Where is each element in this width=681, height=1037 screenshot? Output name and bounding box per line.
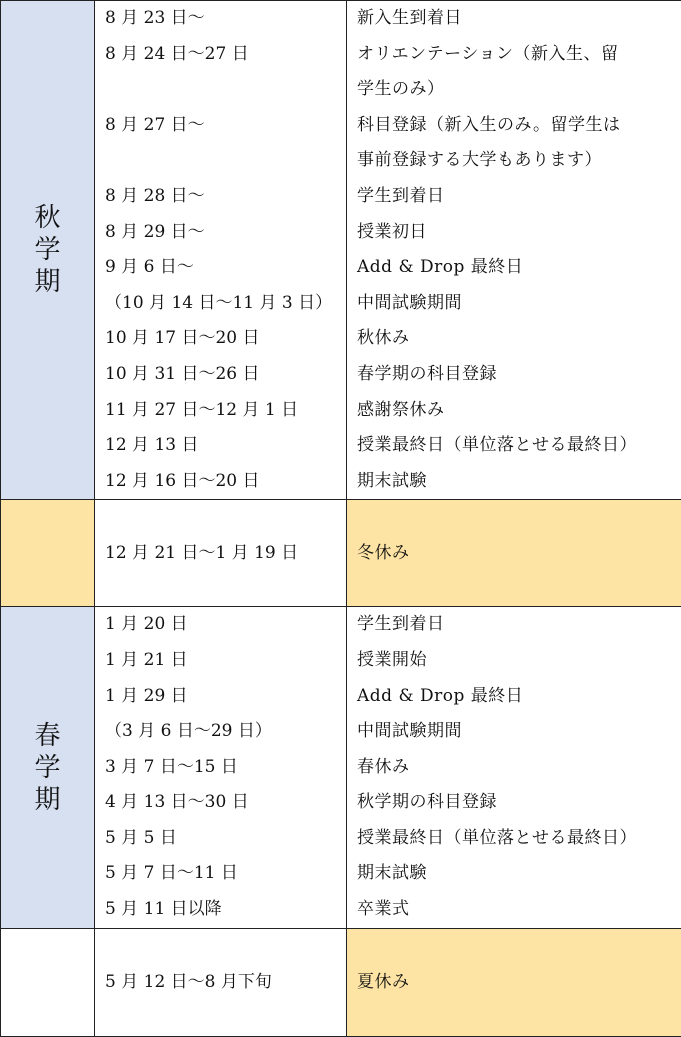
spring-event: 中間試験期間 [347,714,681,750]
spring-date: 1 月 20 日 [95,607,346,643]
spring-semester-label-cell [1,607,95,929]
summer-event: 夏休み [347,929,681,1035]
spring-date: （3 月 6 日～29 日） [95,714,346,750]
fall-events-cell [347,1,681,500]
spring-semester-label [34,720,60,816]
spring-event: 授業開始 [347,643,681,679]
spring-label-char: 期 [34,784,60,816]
spring-event: 卒業式 [347,892,681,928]
winter-date: 12 月 21 日～1 月 19 日 [95,500,346,606]
fall-event: 感謝祭休み [347,393,681,429]
summer-break-row [1,929,681,1037]
spring-event: 授業最終日（単位落とせる最終日） [347,821,681,857]
fall-event: 事前登録する大学もあります） [347,143,681,179]
fall-date: 8 月 23 日～ [95,1,346,37]
fall-dates-cell [95,1,347,500]
summer-date: 5 月 12 日～8 月下旬 [95,929,346,1035]
fall-date: 8 月 27 日～ [95,108,346,144]
fall-event: 学生のみ） [347,72,681,108]
fall-date: 8 月 29 日～ [95,215,346,251]
fall-event: 中間試験期間 [347,286,681,322]
fall-event: 授業最終日（単位落とせる最終日） [347,428,681,464]
fall-semester-label-cell [1,1,95,500]
spring-date: 5 月 7 日～11 日 [95,856,346,892]
fall-label-char: 秋 [34,202,60,234]
fall-event: 春学期の科目登録 [347,357,681,393]
winter-date-cell [95,500,347,607]
fall-date: 12 月 16 日～20 日 [95,464,346,500]
fall-event: 新入生到着日 [347,1,681,37]
spring-date: 5 月 5 日 [95,821,346,857]
fall-date: 9 月 6 日～ [95,250,346,286]
spring-event: 期末試験 [347,856,681,892]
winter-break-row [1,500,681,607]
spring-label-char: 学 [34,752,60,784]
fall-semester-row [1,1,681,500]
spring-date: 3 月 7 日～15 日 [95,750,346,786]
fall-date: 8 月 24 日～27 日 [95,37,346,73]
fall-event: 学生到着日 [347,179,681,215]
fall-event: 期末試験 [347,464,681,500]
summer-label-cell [1,929,95,1037]
spring-event: Add & Drop 最終日 [347,679,681,715]
winter-event: 冬休み [347,500,681,606]
spring-dates-cell [95,607,347,929]
fall-date [95,143,346,179]
spring-event: 学生到着日 [347,607,681,643]
spring-label-char: 春 [34,720,60,752]
spring-date: 1 月 29 日 [95,679,346,715]
fall-event: Add & Drop 最終日 [347,250,681,286]
fall-label-char: 学 [34,234,60,266]
fall-event: オリエンテーション（新入生、留 [347,37,681,73]
fall-event: 秋休み [347,321,681,357]
spring-date: 1 月 21 日 [95,643,346,679]
spring-date: 4 月 13 日～30 日 [95,785,346,821]
summer-event-cell [347,929,681,1037]
fall-date: 8 月 28 日～ [95,179,346,215]
spring-semester-row [1,607,681,929]
winter-event-cell [347,500,681,607]
fall-date [95,72,346,108]
fall-date: 12 月 13 日 [95,428,346,464]
fall-semester-label [34,202,60,298]
fall-date: 10 月 17 日～20 日 [95,321,346,357]
spring-date: 5 月 11 日以降 [95,892,346,928]
fall-label-char: 期 [34,266,60,298]
spring-events-cell [347,607,681,929]
fall-date: 10 月 31 日～26 日 [95,357,346,393]
spring-event: 秋学期の科目登録 [347,785,681,821]
fall-event: 授業初日 [347,215,681,251]
fall-event: 科目登録（新入生のみ。留学生は [347,108,681,144]
summer-date-cell [95,929,347,1037]
fall-date: 11 月 27 日～12 月 1 日 [95,393,346,429]
spring-event: 春休み [347,750,681,786]
fall-date: （10 月 14 日～11 月 3 日） [95,286,346,322]
winter-label-cell [1,500,95,607]
